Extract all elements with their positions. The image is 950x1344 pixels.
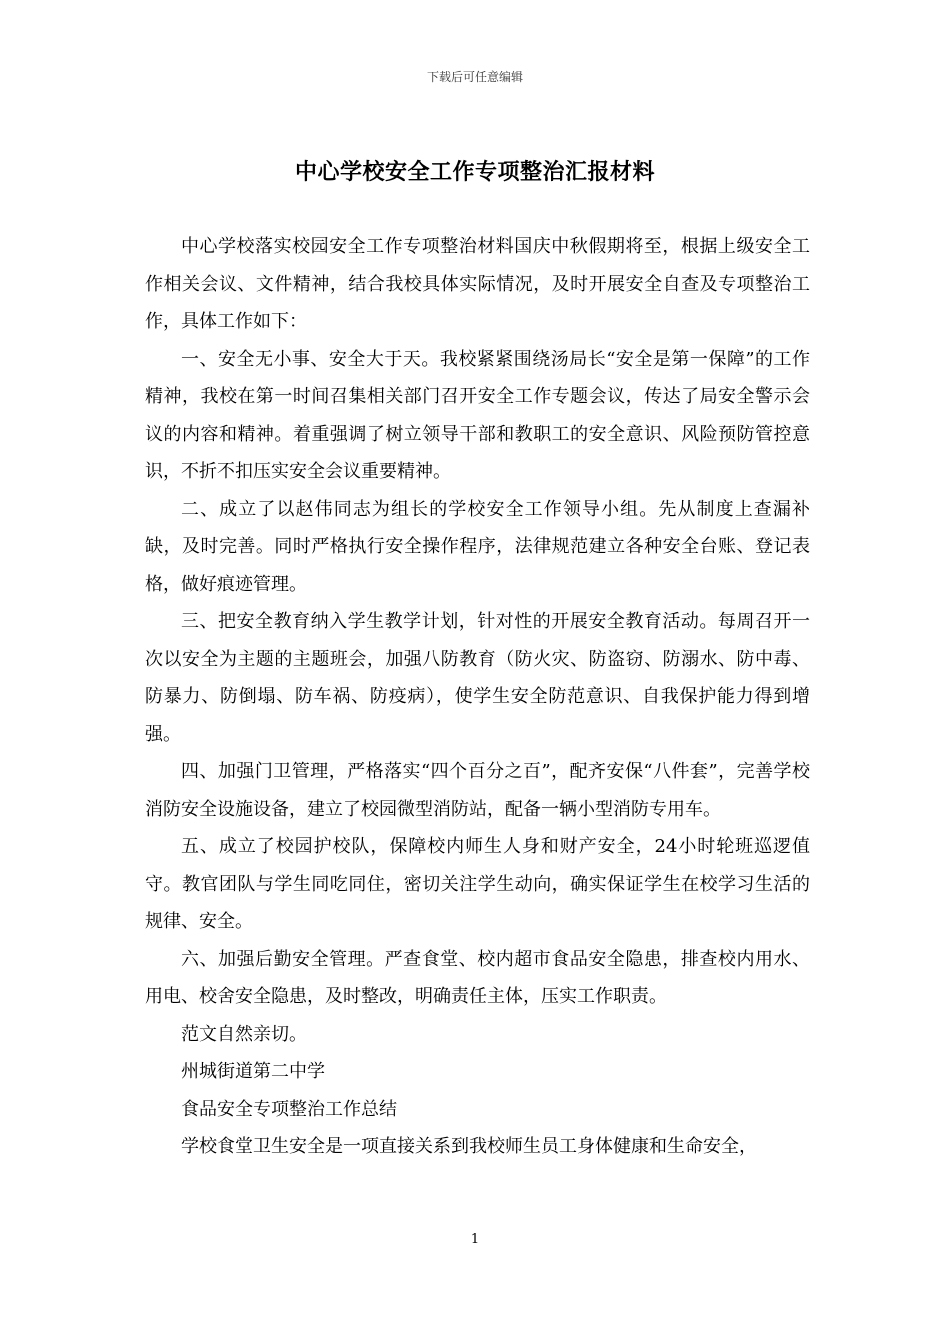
page-number: 1: [470, 1232, 480, 1247]
paragraph-item-4: 四、加强门卫管理，严格落实“四个百分之百”，配齐安保“八件套”，完善学校消防安全设施设备，建立了校园微型消防站，配备一辆小型消防专用车。: [145, 761, 810, 820]
document-body: [145, 228, 810, 1166]
paragraph-item-5: 五、成立了校园护校队，保障校内师生人身和财产安全，24小时轮班巡逻值守。教官团队与学生同吃同住，密切关注学生动向，确实保证学生在校学习生活的规律、安全。: [145, 836, 810, 932]
paragraph-section-heading: 食品安全专项整治工作总结: [181, 1098, 397, 1120]
paragraph-item-6: 六、加强后勤安全管理。严查食堂、校内超市食品安全隐患，排查校内用水、用电、校舍安全隐患，及时整改，明确责任主体，压实工作职责。: [145, 948, 810, 1007]
header-note: 下载后可任意编辑: [426, 70, 523, 84]
paragraph-item-1: 一、安全无小事、安全大于天。我校紧紧围绕汤局长“安全是第一保障”的工作精神，我校在第一时间召集相关部门召开安全工作专题会议，传达了局安全警示会议的内容和精神。着重强调了树立领导干部和教职工的安全意识、风险预防管控意识，不折不扣压实安全会议重要精神。: [145, 348, 810, 482]
paragraph-item-3: 三、把安全教育纳入学生教学计划，针对性的开展安全教育活动。每周召开一次以安全为主题的主题班会，加强八防教育（防火灾、防盗窃、防溺水、防中毒、防暴力、防倒塌、防车祸、防疫病），使学生安全防范意识、自我保护能力得到增强。: [145, 611, 810, 745]
paragraph-school-name: 州城街道第二中学: [181, 1061, 325, 1082]
document-title: 中心学校安全工作专项整治汇报材料: [294, 159, 655, 185]
paragraph-intro: 中心学校落实校园安全工作专项整治材料国庆中秋假期将至，根据上级安全工作相关会议、文件精神，结合我校具体实际情况，及时开展安全自查及专项整治工作，具体工作如下：: [145, 236, 810, 332]
paragraph-section-start: 学校食堂卫生安全是一项直接关系到我校师生员工身体健康和生命安全，: [181, 1136, 757, 1157]
paragraph-remark: 范文自然亲切。: [181, 1023, 307, 1045]
paragraph-item-2: 二、成立了以赵伟同志为组长的学校安全工作领导小组。先从制度上查漏补缺，及时完善。同时严格执行安全操作程序，法律规范建立各种安全台账、登记表格，做好痕迹管理。: [145, 498, 810, 595]
